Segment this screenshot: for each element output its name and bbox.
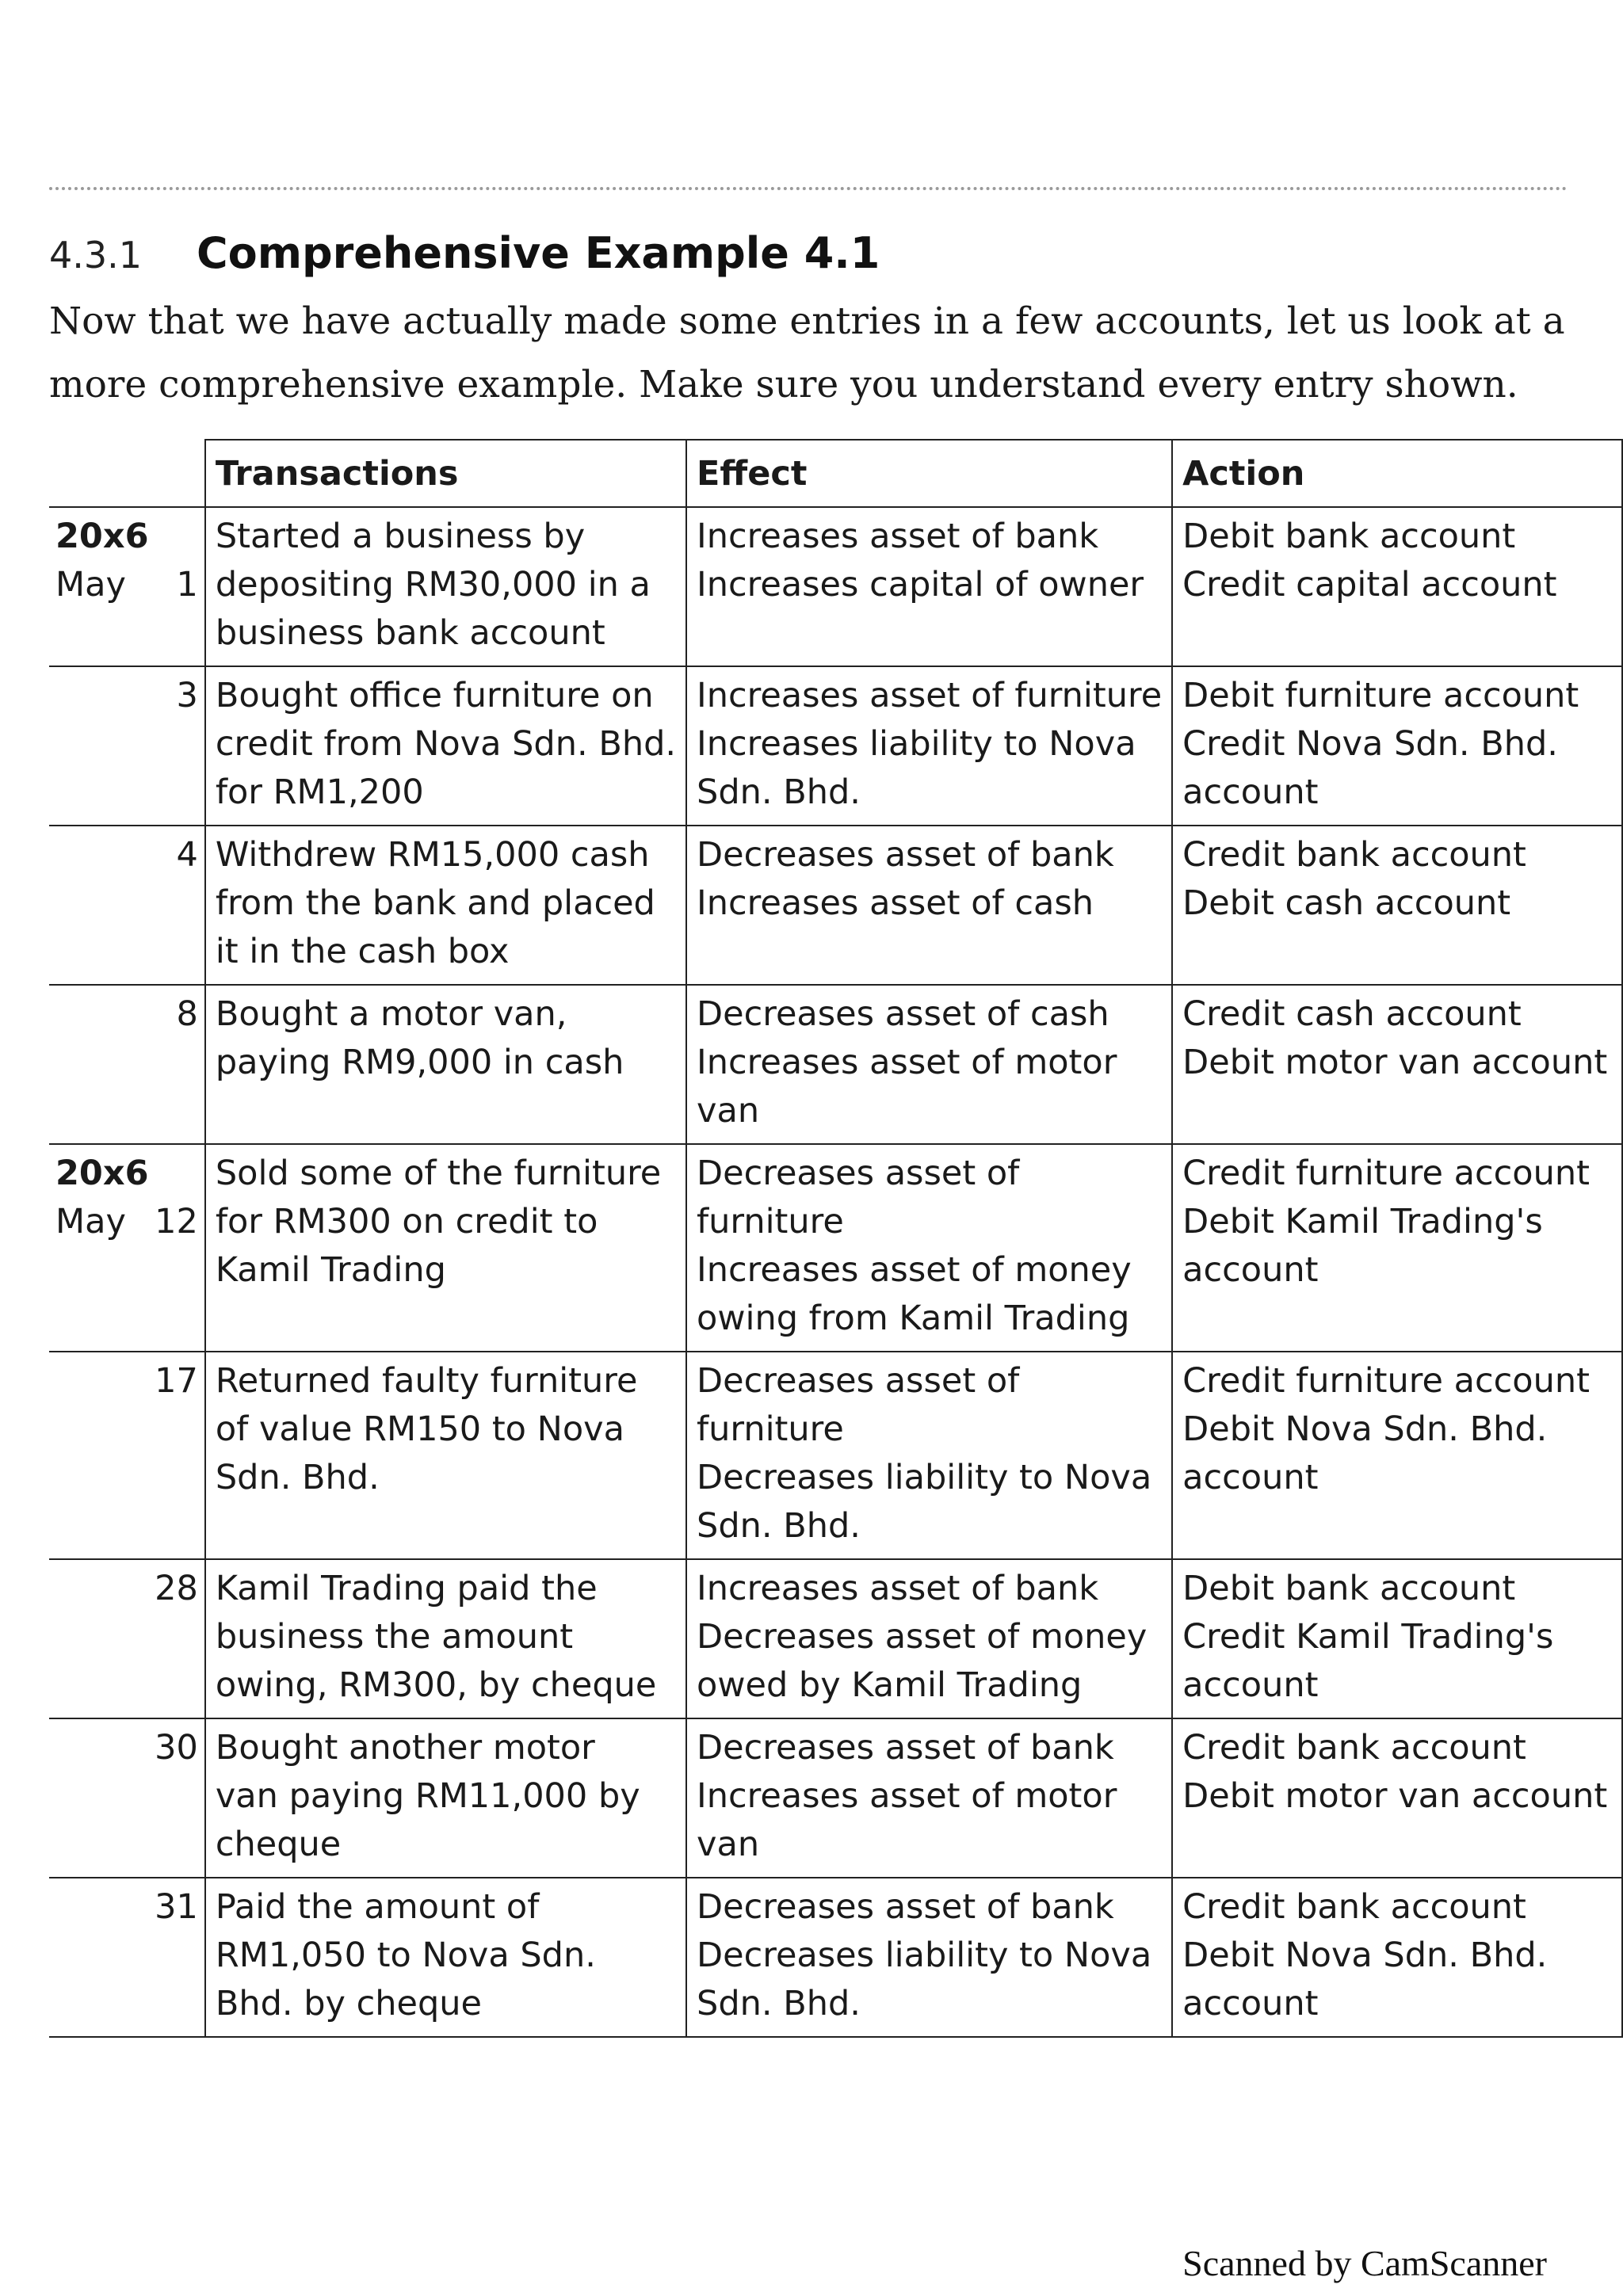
effect-cell [686,1352,1172,1559]
transaction-cell [205,1559,686,1718]
action-cell-line: Credit capital account [1182,565,1557,605]
effect-cell-line: Decreases asset of [697,1361,1020,1401]
transaction-cell-line: credit from Nova Sdn. Bhd. [215,724,677,764]
effect-cell-line: Sdn. Bhd. [697,772,861,812]
transaction-cell-line: owing, RM300, by cheque [215,1665,657,1705]
transaction-cell-line: it in the cash box [215,932,510,971]
effect-cell-line: Decreases asset of bank [697,1887,1114,1927]
action-cell-line: Debit Nova Sdn. Bhd. [1182,1936,1548,1975]
transaction-cell-line: van paying RM11,000 by [215,1776,640,1816]
effect-cell [686,1559,1172,1718]
transactions-column-header: Transactions [205,440,686,507]
date-year: 20x6 [55,1154,149,1193]
transaction-cell-line: cheque [215,1825,342,1864]
action-cell [1172,1878,1622,2037]
action-cell-line: Credit furniture account [1182,1154,1590,1193]
action-column-header: Action [1172,440,1622,507]
table-row [49,1559,1622,1718]
action-cell [1172,826,1622,985]
date-cell [49,1559,205,1718]
table-row [49,826,1622,985]
action-cell-line: Debit motor van account [1182,1043,1608,1082]
transaction-cell-line: Bought a motor van, [215,994,567,1034]
action-cell-line: account [1182,1665,1319,1705]
effect-cell-line: Increases asset of money [697,1250,1132,1290]
date-cell [49,1718,205,1878]
date-day: 4 [176,835,198,875]
action-cell [1172,985,1622,1144]
date-day: 30 [155,1728,198,1768]
action-cell-line: Credit furniture account [1182,1361,1590,1401]
transaction-cell-line: from the bank and placed [215,883,655,923]
table-row [49,1144,1622,1352]
date-cell [49,507,205,666]
transaction-cell-line: Paid the amount of [215,1887,540,1927]
date-day: 17 [155,1361,198,1401]
effect-cell-line: van [697,1091,760,1131]
intro-paragraph: Now that we have actually made some entries in a few accounts, let us look at a more comprehensive example. Make sure you understand every entry shown. [49,299,1565,406]
section-number: 4.3.1 [49,234,143,277]
action-cell-line: Debit Nova Sdn. Bhd. [1182,1409,1548,1449]
table-row [49,1352,1622,1559]
action-cell [1172,1144,1622,1352]
action-cell-line: Credit bank account [1182,1887,1526,1927]
action-cell-line: account [1182,772,1319,812]
effect-cell [686,507,1172,666]
date-cell [49,1144,205,1352]
date-day: 8 [176,994,198,1034]
effect-cell-line: Decreases asset of bank [697,835,1114,875]
effect-cell-line: Increases asset of cash [697,883,1094,923]
action-cell-line: Debit Kamil Trading's [1182,1202,1543,1241]
transaction-cell-line: Bought office furniture on [215,676,654,715]
action-cell [1172,1718,1622,1878]
transactions-table [49,439,1623,2038]
date-day: 1 [176,565,198,605]
action-cell-line: account [1182,1458,1319,1497]
date-month: May [55,1202,126,1241]
effect-cell-line: Decreases liability to Nova [697,1458,1152,1497]
action-cell [1172,1559,1622,1718]
table-row [49,985,1622,1144]
action-cell-line: Debit motor van account [1182,1776,1608,1816]
effect-column-header: Effect [686,440,1172,507]
effect-cell-line: Increases capital of owner [697,565,1144,605]
transaction-cell-line: RM1,050 to Nova Sdn. [215,1936,596,1975]
date-day: 28 [155,1569,198,1608]
table-row [49,666,1622,826]
effect-cell-line: Decreases asset of cash [697,994,1109,1034]
effect-cell-line: Increases liability to Nova [697,724,1136,764]
transaction-cell-line: business the amount [215,1617,574,1657]
date-cell [49,1878,205,2037]
transaction-cell [205,1352,686,1559]
transaction-cell-line: Started a business by [215,517,586,556]
transaction-cell [205,1718,686,1878]
action-cell-line: Credit Kamil Trading's [1182,1617,1554,1657]
effect-cell-line: Increases asset of motor [697,1043,1117,1082]
action-cell-line: account [1182,1984,1319,2023]
effect-cell-line: Increases asset of bank [697,517,1099,556]
effect-cell [686,1878,1172,2037]
action-cell-line: Credit Nova Sdn. Bhd. [1182,724,1558,764]
date-cell [49,826,205,985]
scanner-watermark: Scanned by CamScanner [1182,2243,1547,2283]
date-cell [49,985,205,1144]
effect-cell-line: Decreases asset of money [697,1617,1148,1657]
date-day: 3 [176,676,198,715]
effect-cell-line: furniture [697,1409,844,1449]
transaction-cell-line: Kamil Trading [215,1250,446,1290]
table-row [49,1718,1622,1878]
transaction-cell-line: Withdrew RM15,000 cash [215,835,650,875]
effect-cell-line: furniture [697,1202,844,1241]
effect-cell-line: owed by Kamil Trading [697,1665,1083,1705]
action-cell-line: Credit bank account [1182,1728,1526,1768]
transaction-cell [205,666,686,826]
transaction-cell-line: for RM300 on credit to [215,1202,598,1241]
action-cell-line: Debit cash account [1182,883,1511,923]
table-row [49,1878,1622,2037]
date-month: May [55,565,126,605]
action-cell-line: Credit cash account [1182,994,1522,1034]
transaction-cell-line: Bought another motor [215,1728,595,1768]
effect-cell-line: Sdn. Bhd. [697,1984,861,2023]
effect-cell-line: Sdn. Bhd. [697,1506,861,1546]
action-cell-line: account [1182,1250,1319,1290]
section-heading [49,228,880,284]
dotted-divider [49,187,1568,190]
transaction-cell [205,985,686,1144]
date-day: 31 [155,1887,198,1927]
action-cell [1172,666,1622,826]
transaction-cell-line: paying RM9,000 in cash [215,1043,624,1082]
transaction-cell-line: Sold some of the furniture [215,1154,662,1193]
effect-cell-line: Decreases liability to Nova [697,1936,1152,1975]
action-cell [1172,1352,1622,1559]
transaction-cell-line: Returned faulty furniture [215,1361,638,1401]
effect-cell [686,666,1172,826]
action-cell-line: Debit furniture account [1182,676,1579,715]
effect-cell-line: Decreases asset of [697,1154,1020,1193]
table-row [49,507,1622,666]
section-title: Comprehensive Example 4.1 [197,228,880,278]
table-header-row [49,440,1622,507]
transaction-cell-line: for RM1,200 [215,772,424,812]
date-column-header [49,440,205,507]
date-cell [49,1352,205,1559]
transaction-cell-line: Bhd. by cheque [215,1984,483,2023]
action-cell-line: Debit bank account [1182,1569,1516,1608]
effect-cell-line: Increases asset of bank [697,1569,1099,1608]
date-cell [49,666,205,826]
effect-cell [686,1144,1172,1352]
transaction-cell-line: business bank account [215,613,605,653]
transaction-cell-line: of value RM150 to Nova [215,1409,624,1449]
effect-cell [686,1718,1172,1878]
effect-cell-line: van [697,1825,760,1864]
date-year: 20x6 [55,517,149,556]
table-body [49,507,1622,2037]
effect-cell-line: Decreases asset of bank [697,1728,1114,1768]
action-cell-line: Debit bank account [1182,517,1516,556]
transaction-cell [205,826,686,985]
transaction-cell-line: depositing RM30,000 in a [215,565,651,605]
effect-cell-line: Increases asset of motor [697,1776,1117,1816]
effect-cell [686,985,1172,1144]
transaction-cell [205,1878,686,2037]
effect-cell-line: Increases asset of furniture [697,676,1163,715]
date-day: 12 [155,1202,198,1241]
transaction-cell [205,507,686,666]
effect-cell [686,826,1172,985]
transaction-cell-line: Kamil Trading paid the [215,1569,598,1608]
transaction-cell-line: Sdn. Bhd. [215,1458,380,1497]
action-cell-line: Credit bank account [1182,835,1526,875]
effect-cell-line: owing from Kamil Trading [697,1299,1130,1338]
action-cell [1172,507,1622,666]
transaction-cell [205,1144,686,1352]
